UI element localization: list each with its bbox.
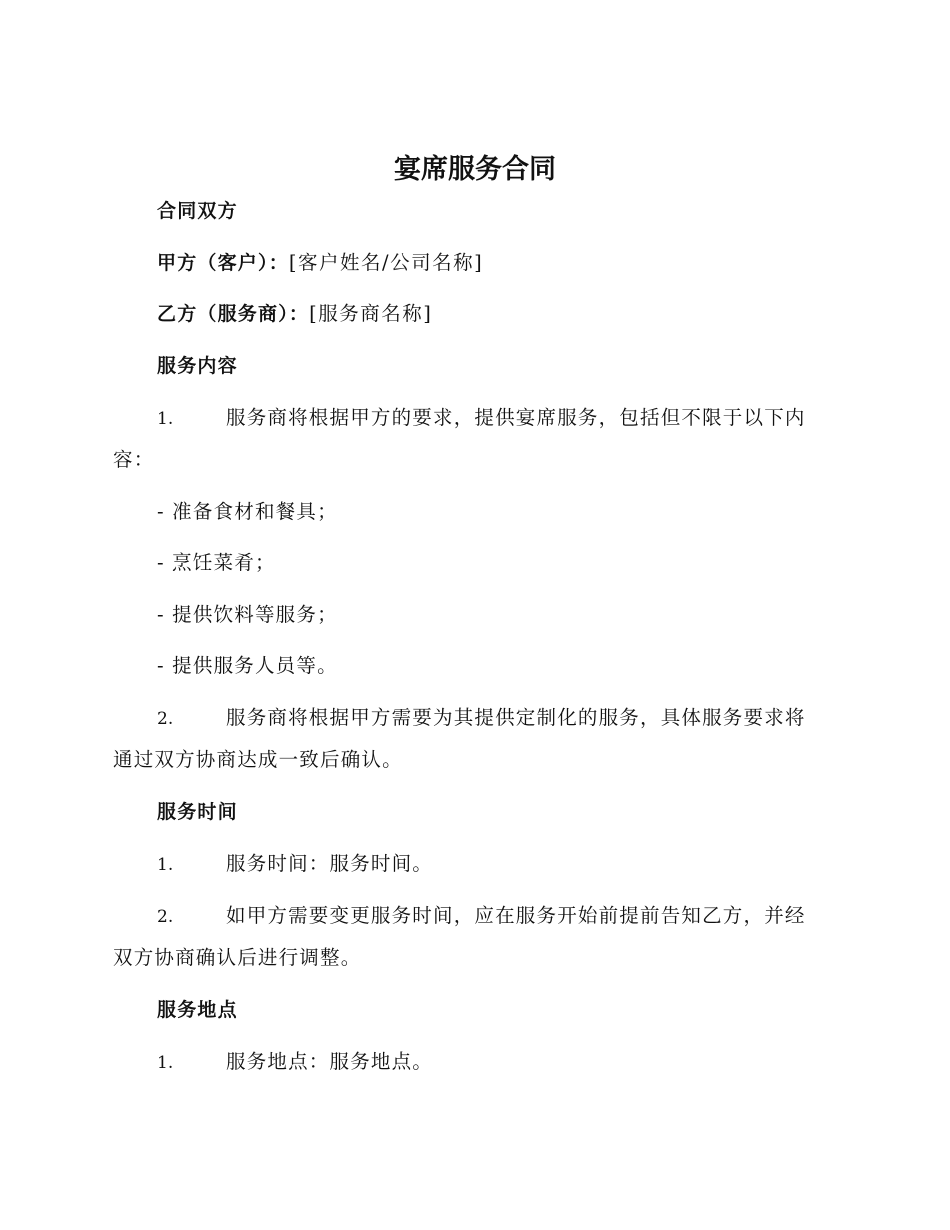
list-number: 1. (157, 1053, 174, 1073)
paragraph-line: 服务时间：服务时间。 (226, 852, 434, 875)
paragraph-line: 服务商将根据甲方的要求，提供宴席服务，包括但不限于以下内 (226, 406, 806, 429)
list-item: - 提供服务人员等。 (157, 654, 338, 677)
paragraph-line: 服务地点：服务地点。 (226, 1050, 434, 1073)
party-a-value: [客户姓名/公司名称] (288, 251, 484, 274)
party-a-row (157, 249, 483, 277)
paragraph-line: 通过双方协商达成一致后确认。 (113, 748, 403, 771)
party-b-row (157, 300, 432, 328)
document-title: 宴席服务合同 (394, 154, 556, 185)
section-heading-service-content: 服务内容 (157, 355, 238, 377)
paragraph-line: 容： (113, 448, 155, 471)
list-number: 2. (157, 907, 174, 927)
list-number: 1. (157, 409, 174, 429)
list-item: - 准备食材和餐具； (157, 500, 338, 523)
section-heading-parties: 合同双方 (157, 200, 238, 222)
paragraph-line: 双方协商确认后进行调整。 (113, 946, 362, 969)
party-b-value: [服务商名称] (309, 302, 433, 325)
section-heading-service-location: 服务地点 (157, 999, 238, 1021)
section-heading-service-time: 服务时间 (157, 801, 238, 823)
list-item: - 烹饪菜肴； (157, 551, 276, 574)
list-number: 2. (157, 709, 174, 729)
party-b-label: 乙方（服务商）： (157, 303, 310, 325)
paragraph-line: 如甲方需要变更服务时间，应在服务开始前提前告知乙方，并经 (226, 904, 806, 927)
party-a-label: 甲方（客户）： (157, 252, 289, 274)
list-number: 1. (157, 855, 174, 875)
list-item: - 提供饮料等服务； (157, 603, 338, 626)
paragraph-line: 服务商将根据甲方需要为其提供定制化的服务，具体服务要求将 (226, 706, 806, 729)
